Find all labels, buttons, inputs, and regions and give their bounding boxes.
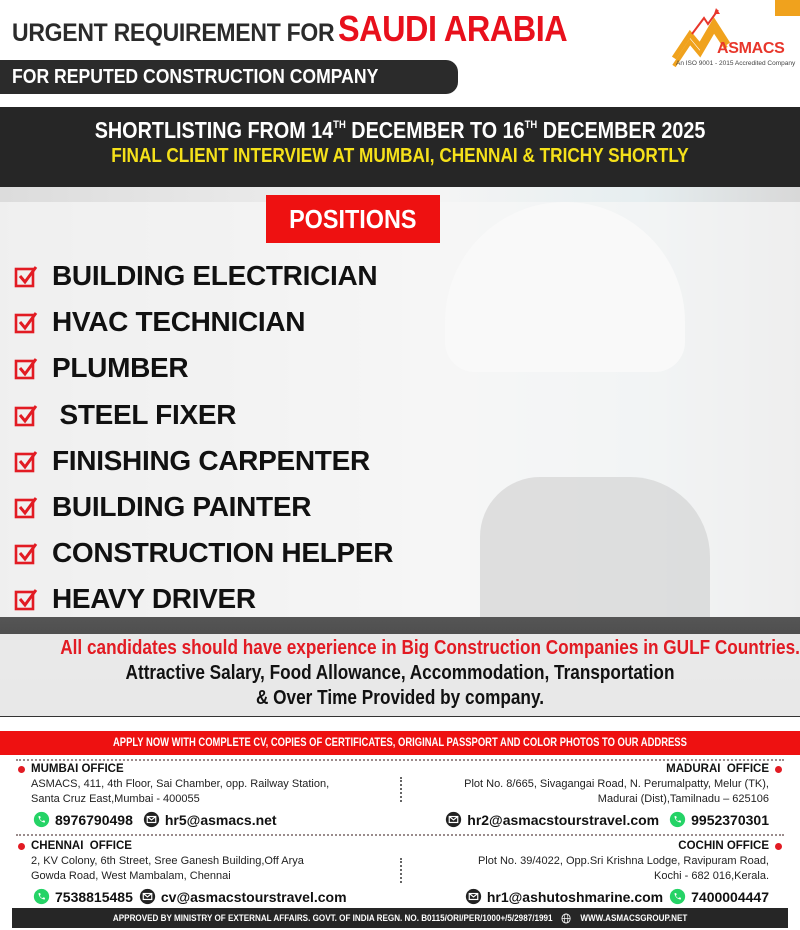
email-icon [465, 888, 482, 905]
shortlisting-banner [0, 107, 800, 187]
list-item [14, 576, 393, 622]
office-mumbai [18, 763, 388, 828]
bullet-dot-icon [775, 766, 782, 773]
office-name: MADURAI OFFICE [666, 763, 769, 775]
interview-locations: FINAL CLIENT INTERVIEW AT MUMBAI, CHENNAI & TRICHY SHORTLY [111, 145, 689, 167]
list-item [14, 253, 393, 299]
requirements-block [0, 637, 800, 710]
checkbox-checked-icon [14, 403, 38, 427]
office-address-line: Madurai (Dist),Tamilnadu – 625106 [597, 793, 769, 805]
benefits-line-1: Attractive Salary, Food Allowance, Accommodation, Transportation [125, 662, 675, 684]
checkbox-checked-icon [14, 587, 38, 611]
checkbox-checked-icon [14, 264, 38, 288]
divider [16, 759, 784, 761]
office-madurai [412, 763, 782, 828]
checkbox-checked-icon [14, 541, 38, 565]
list-item [14, 438, 393, 484]
list-item [14, 299, 393, 345]
position-label: PLUMBER [52, 352, 189, 384]
phone-number: 7400004447 [691, 888, 769, 905]
benefits-line-2: & Over Time Provided by company. [255, 687, 545, 709]
shortlisting-dates: SHORTLISTING FROM 14TH DECEMBER TO 16TH DECEMBER 2025 [94, 117, 706, 143]
apply-instructions-bar: APPLY NOW WITH COMPLETE CV, COPIES OF CERTIFICATES, ORIGINAL PASSPORT AND COLOR PHOTOS TO OUR ADDRESS [0, 731, 800, 755]
office-cochin [412, 840, 782, 905]
list-item [14, 484, 393, 530]
whatsapp-icon [669, 811, 686, 828]
subtitle-text: FOR REPUTED CONSTRUCTION COMPANY [12, 65, 379, 88]
logo-tagline: An ISO 9001 - 2015 Accredited Company [676, 60, 796, 67]
headline [12, 8, 593, 54]
divider [400, 777, 402, 802]
office-address-line: Gowda Road, West Mambalam, Chennai [31, 870, 231, 882]
email-address: hr2@asmacstourstravel.com [467, 811, 660, 828]
email-contact[interactable] [445, 811, 659, 828]
email-address: hr1@ashutoshmarine.com [486, 888, 664, 905]
office-name: MUMBAI OFFICE [31, 763, 124, 775]
headline-prefix: URGENT REQUIREMENT FOR [12, 19, 335, 47]
email-icon [139, 888, 156, 905]
checkbox-checked-icon [14, 310, 38, 334]
checkbox-checked-icon [14, 356, 38, 380]
phone-contact[interactable] [669, 888, 769, 905]
position-label: HVAC TECHNICIAN [52, 306, 306, 338]
footer-bar [12, 908, 788, 928]
office-chennai [18, 840, 388, 905]
divider [16, 834, 784, 836]
office-name: CHENNAI OFFICE [31, 840, 132, 852]
email-contact[interactable] [465, 888, 663, 905]
headline-country: SAUDI ARABIA [338, 8, 568, 49]
positions-heading: POSITIONS [266, 195, 440, 243]
email-icon [143, 811, 160, 828]
office-address-line: Santa Cruz East,Mumbai - 400055 [31, 793, 200, 805]
phone-number: 8976790498 [55, 811, 133, 828]
office-address-line: Plot No. 39/4022, Opp.Sri Krishna Lodge, Ravipuram Road, [477, 855, 769, 867]
logo-name: ASMACS [717, 40, 785, 57]
position-label: FINISHING CARPENTER [52, 444, 370, 476]
office-address-line: Kochi - 682 016,Kerala. [654, 870, 769, 882]
position-label: BUILDING ELECTRICIAN [52, 260, 378, 292]
checkbox-checked-icon [14, 495, 38, 519]
whatsapp-icon [669, 888, 686, 905]
phone-contact[interactable] [33, 811, 133, 828]
whatsapp-icon [33, 811, 50, 828]
position-label: CONSTRUCTION HELPER [52, 537, 394, 569]
office-address-line: ASMACS, 411, 4th Floor, Sai Chamber, opp. Railway Station, [31, 778, 330, 790]
position-label: BUILDING PAINTER [52, 491, 312, 523]
list-item [14, 530, 393, 576]
bullet-dot-icon [18, 843, 25, 850]
globe-icon [561, 913, 571, 924]
website-link[interactable]: WWW.ASMACSGROUP.NET [580, 913, 688, 923]
whatsapp-icon [33, 888, 50, 905]
office-name: COCHIN OFFICE [678, 840, 769, 852]
subtitle-pill [0, 60, 458, 94]
list-item [14, 392, 393, 438]
positions-list [14, 253, 393, 623]
email-address: cv@asmacstourstravel.com [160, 888, 347, 905]
phone-number: 9952370301 [691, 811, 769, 828]
position-label: HEAVY DRIVER [52, 583, 256, 615]
phone-contact[interactable] [33, 888, 133, 905]
list-item [14, 345, 393, 391]
office-address-line: Plot No. 8/665, Sivagangai Road, N. Perumalpatty, Melur (TK), [464, 778, 769, 790]
divider [400, 858, 402, 883]
bullet-dot-icon [775, 843, 782, 850]
email-contact[interactable] [143, 811, 277, 828]
office-address-line: 2, KV Colony, 6th Street, Sree Ganesh Building,Off Arya [31, 855, 304, 867]
phone-contact[interactable] [669, 811, 769, 828]
checkbox-checked-icon [14, 449, 38, 473]
position-label: STEEL FIXER [52, 398, 237, 430]
email-icon [445, 811, 462, 828]
bullet-dot-icon [18, 766, 25, 773]
phone-number: 7538815485 [55, 888, 133, 905]
email-address: hr5@asmacs.net [164, 811, 277, 828]
approval-text: APPROVED BY MINISTRY OF EXTERNAL AFFAIRS. GOVT. OF INDIA REGN. NO. B0115/ORI/PER/1000+/5/2987/1991 [112, 913, 553, 923]
experience-requirement: All candidates should have experience in Big Construction Companies in GULF Countries. [60, 637, 800, 659]
email-contact[interactable] [139, 888, 347, 905]
